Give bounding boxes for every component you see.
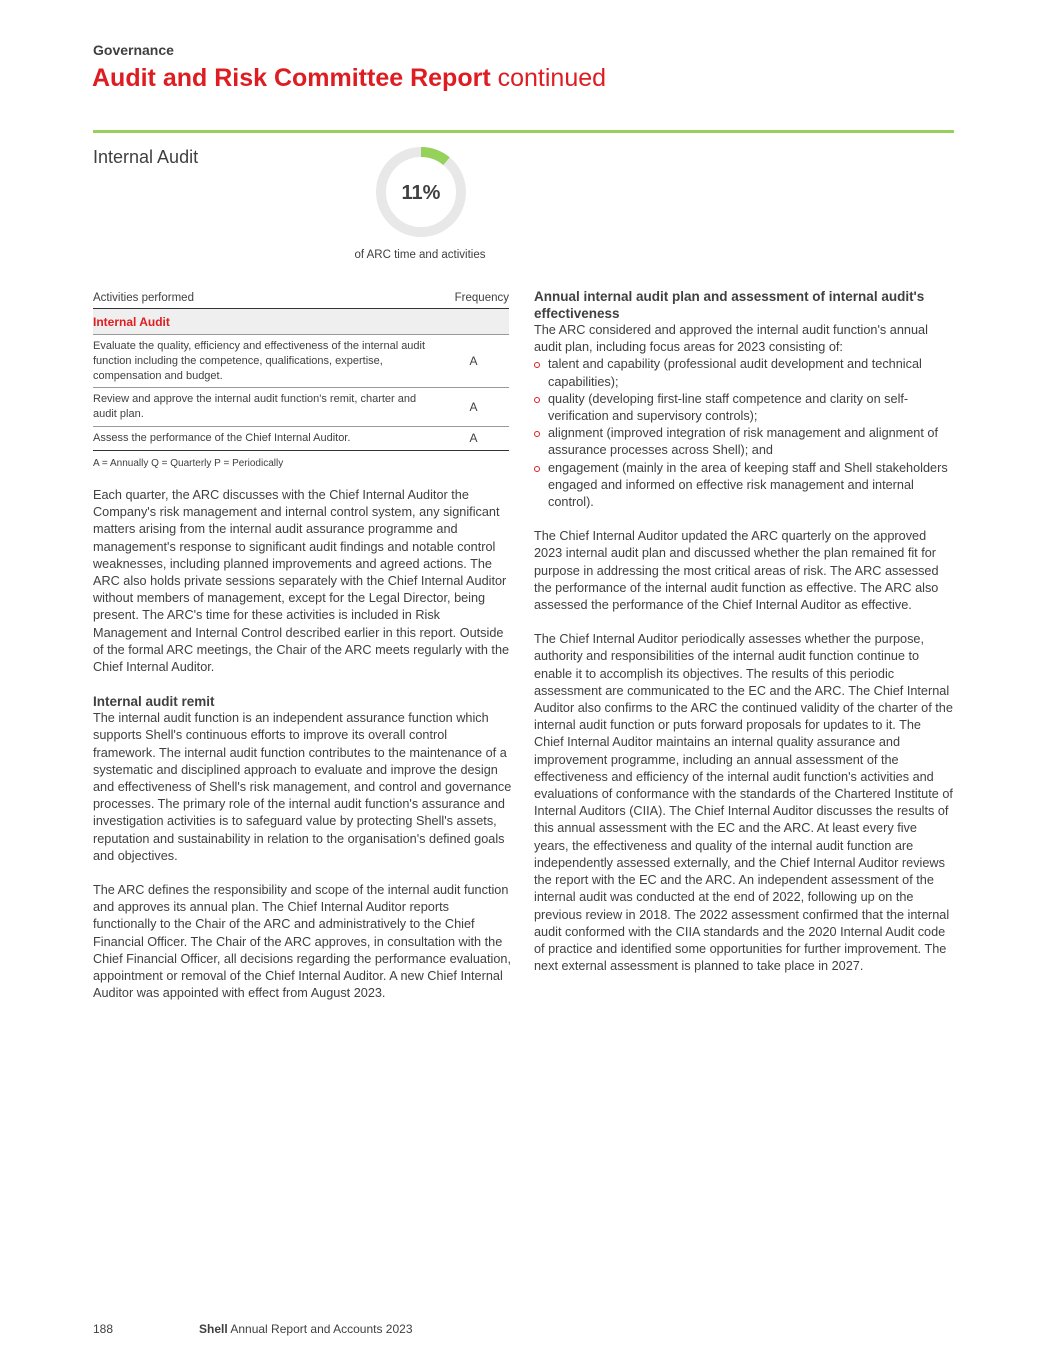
footer-publication [199,1322,413,1336]
activity-cell: Assess the performance of the Chief Internal Auditor. [93,431,351,444]
table-header [93,292,509,309]
list-item: alignment (improved integration of risk management and alignment of assurance processes across Shell); and [534,425,954,459]
focus-areas-list [534,356,954,511]
heading-internal-audit-remit: Internal audit remit [93,694,215,710]
heading-annual-audit-plan: Annual internal audit plan and assessment of internal audit's effectiveness [534,289,925,321]
paragraph: Each quarter, the ARC discusses with the Chief Internal Auditor the Company's risk management and internal control system, any significant matters arising from the internal audit assurance programme and management's response to significant audit findings and notable control weaknesses, including planned improvements and agreed actions. The ARC also holds private sessions separately with the Chief Internal Auditor without members of management, except for the Legal Director, being present. The ARC's time for these activities is included in Risk Management and Internal Control described earlier in this report. Outside of the formal ARC meetings, the Chair of the ARC meets regularly with the Chief Internal Auditor. [93,488,510,675]
column-activities: Activities performed [93,292,194,304]
activities-table [93,292,509,451]
footer-publication-title: Annual Report and Accounts 2023 [230,1322,413,1336]
subsection-title: Internal Audit [93,147,199,167]
page-title-main: Audit and Risk Committee Report [92,64,491,92]
activity-cell: Review and approve the internal audit function's remit, charter and audit plan. [93,393,417,421]
table-row [93,388,509,427]
donut-value-label: 11% [401,182,441,204]
paragraph: The ARC considered and approved the internal audit function's annual audit plan, including focus areas for 2023 consisting of: [534,323,928,355]
left-column [93,487,513,1002]
list-item: quality (developing first-line staff competence and clarity on self-verification and supervisory controls); [534,391,954,425]
list-item: talent and capability (professional audit development and technical capabilities); [534,356,954,390]
title-divider [93,130,954,133]
table-section-heading: Internal Audit [93,309,509,335]
section-label: Governance [93,42,174,58]
right-column [534,289,954,975]
table-row [93,335,509,388]
frequency-cell: A [469,353,478,368]
list-item: engagement (mainly in the area of keeping staff and Shell stakeholders engaged and informed on effective risk management and internal control). [534,460,954,512]
table-row [93,427,509,451]
frequency-cell: A [469,430,478,445]
activity-cell: Evaluate the quality, efficiency and effectiveness of the internal audit function including the competence, qualifications, expertise, compensation and budget. [93,340,426,382]
footer-brand-name: Shell [199,1322,228,1336]
page-number: 188 [93,1322,114,1336]
paragraph: The Chief Internal Auditor periodically assesses whether the purpose, authority and responsibilities of the internal audit function continue to enable it to accomplish its objectives. The results of this periodic assessment are communicated to the EC and the ARC. The Chief Internal Auditor also confirms to the ARC the continued validity of the charter of the internal audit function or puts forward proposals for updates to it. The Chief Internal Auditor maintains an internal quality assurance and improvement programme, including an annual assessment of the effectiveness and efficiency of the internal audit function's activities and evaluations of conformance with the standards of the Chartered Institute of Internal Auditors (CIIA). The Chief Internal Auditor discusses the results of this annual assessment with the EC and the ARC. At least every five years, the effectiveness and quality of the internal audit function are independently assessed externally, and the Chief Internal Auditor reviews the report with the EC and the ARC. An independent assessment of the internal audit was conducted at the end of 2022, following up on the previous review in 2018. The 2022 assessment confirmed that the internal audit conformed with the CIIA standards and the 2020 Internal Audit code of practice and identified some opportunities for further improvement. The next external assessment is planned to take place in 2027. [534,632,953,974]
page-title [92,64,606,93]
page-title-suffix: continued [497,64,607,92]
column-frequency: Frequency [454,292,509,304]
frequency-cell: A [469,399,478,414]
paragraph: The ARC defines the responsibility and scope of the internal audit function and approves its annual plan. The Chief Internal Auditor reports functionally to the Chair of the ARC and administratively to the Chief Financial Officer. The Chair of the ARC approves, in consultation with the Chief Financial Officer, all decisions regarding the performance evaluation, appointment or removal of the Chief Internal Auditor. A new Chief Internal Auditor was appointed with effect from August 2023. [93,883,511,1001]
table-legend: A = Annually Q = Quarterly P = Periodically [93,458,284,469]
time-share-donut [374,145,468,239]
paragraph: The internal audit function is an independent assurance function which supports Shell's continuous efforts to improve its overall control framework. The internal audit function contributes to the maintenance of a systematic and disciplined approach to evaluate and improve the design and effectiveness of Shell's risk management, and control and governance processes. The primary role of the internal audit function's assurance and investigation activities is to safeguard value by protecting Shell's assets, reputation and sustainability in relation to the organisation's defined goals and objectives. [93,711,512,863]
donut-caption: of ARC time and activities [354,249,486,261]
paragraph: The Chief Internal Auditor updated the ARC quarterly on the approved 2023 internal audit plan and discussed whether the plan remained fit for purpose in addressing the most critical areas of risk. The ARC assessed the performance of the internal audit function as effective. The ARC also assessed the performance of the Chief Internal Auditor as effective. [534,529,939,613]
